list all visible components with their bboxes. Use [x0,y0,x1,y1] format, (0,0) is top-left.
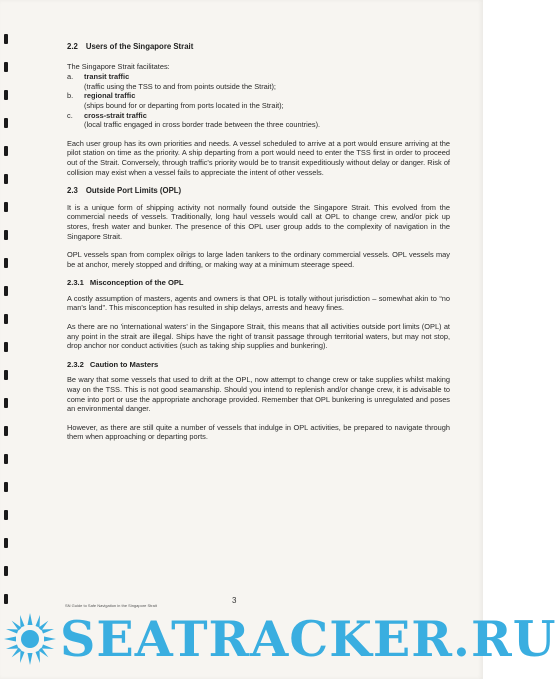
paragraph: Be wary that some vessels that used to drift at the OPL, now attempt to change crew or take supplies whilst making way on the TSS. This is not good seamanship. Should you intend to replenish and/or change crew, it is advisable to come into port or use the appropriate anchorage provided. Remember that OPL bunkering is unregulated and poses an environmental danger. [67,375,450,414]
section-heading: 2.2 Users of the Singapore Strait [67,42,194,51]
section-2-3-1 [67,278,450,351]
list-item: b. regional traffic (ships bound for or departing from ports located in the Strait); [67,91,284,110]
list-item: c. cross-strait traffic (local traffic engaged in cross border trade between the three countries). [67,110,321,130]
paragraph: Each user group has its own priorities and needs. A vessel scheduled to arrive at a port would ensure arriving at the pilot station on time as the priority. A ship departing from a port would need to enter the TSS first in order to proceed out of the Strait. Conversely, through traffic's priority would be to transit expeditiously without delay or danger. Risk of collision may exist when a vessel fails to appreciate the intent of other vessels. [67,138,450,177]
section-2-2 [67,42,450,177]
page-footer: SN Guide to Safe Navigation in the Singapore Strait [65,603,157,608]
section-heading: 2.3 Outside Port Limits (OPL) [67,186,182,196]
section-intro: The Singapore Strait facilitates: [67,61,170,71]
watermark [0,605,556,679]
subsection-heading: 2.3.2 Caution to Masters [67,359,159,369]
page-content [67,40,450,451]
section-2-3-2 [67,360,450,442]
page-number: 3 [232,596,237,605]
paragraph: OPL vessels span from complex oilrigs to large laden tankers to the ordinary commercial vessels. OPL vessels may be at anchor, merely stopped and drifting, or making way at a minimum steerage speed. [67,250,450,269]
paragraph: A costly assumption of masters, agents and owners is that OPL is totally without jurisdiction – somewhat akin to “no man's land”. This misconception has resulted in ship delays, arrests and heavy fines. [67,293,450,313]
traffic-list [67,72,450,130]
ring-binding [4,34,12,644]
list-item: a. transit traffic (traffic using the TSS to and from points outside the Strait); [67,72,276,91]
watermark-text: SEATRACKER.RU [60,610,556,668]
subsection-heading: 2.3.1 Misconception of the OPL [67,278,184,288]
paragraph: However, as there are still quite a number of vessels that indulge in OPL activities, be prepared to navigate through them when approaching or departing ports. [67,422,450,442]
paragraph: As there are no 'international waters' in the Singapore Strait, this means that all activities outside port limits (OPL) at any point in the strait are illegal. Ships have the right of transit passage through territorial waters, but may not stop, drop anchor nor conduct activities (such as taking ship supplies and bunkering). [67,322,450,351]
sun-logo-icon [2,611,58,667]
paragraph: It is a unique form of shipping activity not normally found outside the Singapore Strait. This evolved from the commercial needs of vessels. Traditionally, long haul vessels would call at OPL to change crew, and/or pick up stores, fresh water and bunker. The presence of this OPL user group adds to the complexity of navigation in the Singapore Strait. [67,202,450,241]
section-2-3 [67,186,450,269]
